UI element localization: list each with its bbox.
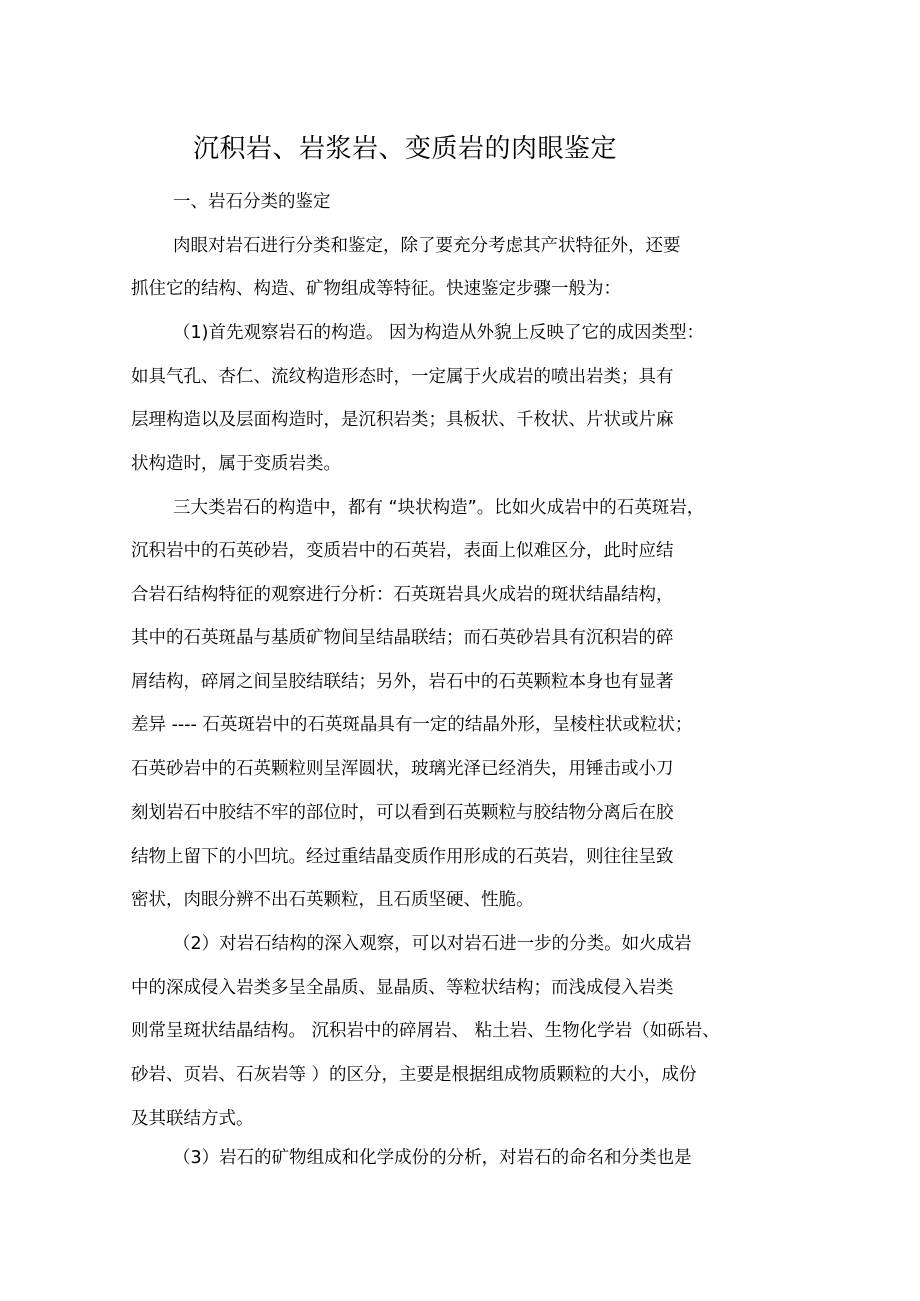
paragraph-line: 及其联结方式。 xyxy=(131,1109,254,1129)
section-heading: 一、岩石分类的鉴定 xyxy=(173,192,331,212)
paragraph-line: 石英砂岩中的石英颗粒则呈浑圆状，玻璃光泽已经消失，用锤击或小刀 xyxy=(131,759,674,779)
paragraph-line: 则常呈斑状结晶结构。 沉积岩中的碎屑岩、 粘土岩、生物化学岩（如砾岩、 xyxy=(131,1021,720,1041)
paragraph-line: （2）对岩石结构的深入观察，可以对岩石进一步的分类。如火成岩 xyxy=(173,934,692,954)
paragraph-line: 三大类岩石的构造中，都有 “块状构造”。比如火成岩中的石英斑岩， xyxy=(173,498,705,518)
paragraph-line: 如具气孔、杏仁、流纹构造形态时，一定属于火成岩的喷出岩类；具有 xyxy=(131,367,674,387)
paragraph-line: （1)首先观察岩石的构造。 因为构造从外貌上反映了它的成因类型： xyxy=(173,323,705,343)
document-title: 沉积岩、岩浆岩、变质岩的肉眼鉴定 xyxy=(193,134,618,164)
paragraph-line: 合岩石结构特征的观察进行分析：石英斑岩具火成岩的斑状结晶结构， xyxy=(131,585,674,605)
paragraph-line: （3）岩石的矿物组成和化学成份的分析，对岩石的命名和分类也是 xyxy=(173,1148,692,1168)
paragraph-line: 中的深成侵入岩类多呈全晶质、显晶质、等粒状结构；而浅成侵入岩类 xyxy=(131,978,674,998)
paragraph-line: 砂岩、页岩、石灰岩等 ）的区分，主要是根据组成物质颗粒的大小，成份 xyxy=(131,1065,697,1085)
paragraph-line: 抓住它的结构、构造、矿物组成等特征。快速鉴定步骤一般为： xyxy=(131,279,621,299)
paragraph-line: 刻划岩石中胶结不牢的部位时，可以看到石英颗粒与胶结物分离后在胶 xyxy=(131,803,674,823)
paragraph-line: 沉积岩中的石英砂岩，变质岩中的石英岩，表面上似难区分，此时应结 xyxy=(131,541,674,561)
paragraph-line: 屑结构，碎屑之间呈胶结联结；另外，岩石中的石英颗粒本身也有显著 xyxy=(131,672,674,692)
paragraph-line: 结物上留下的小凹坑。经过重结晶变质作用形成的石英岩，则往往呈致 xyxy=(131,847,674,867)
paragraph-line: 肉眼对岩石进行分类和鉴定，除了要充分考虑其产状特征外，还要 xyxy=(173,236,681,256)
paragraph-line: 层理构造以及层面构造时，是沉积岩类；具板状、千枚状、片状或片麻 xyxy=(131,410,674,430)
paragraph-line: 其中的石英斑晶与基质矿物间呈结晶联结；而石英砂岩具有沉积岩的碎 xyxy=(131,628,674,648)
paragraph-line: 状构造时，属于变质岩类。 xyxy=(131,454,341,474)
paragraph-line: 密状，肉眼分辨不出石英颗粒，且石质坚硬、性脆。 xyxy=(131,890,534,910)
paragraph-line: 差异 ---- 石英斑岩中的石英斑晶具有一定的结晶外形，呈棱柱状或粒状； xyxy=(131,715,693,735)
